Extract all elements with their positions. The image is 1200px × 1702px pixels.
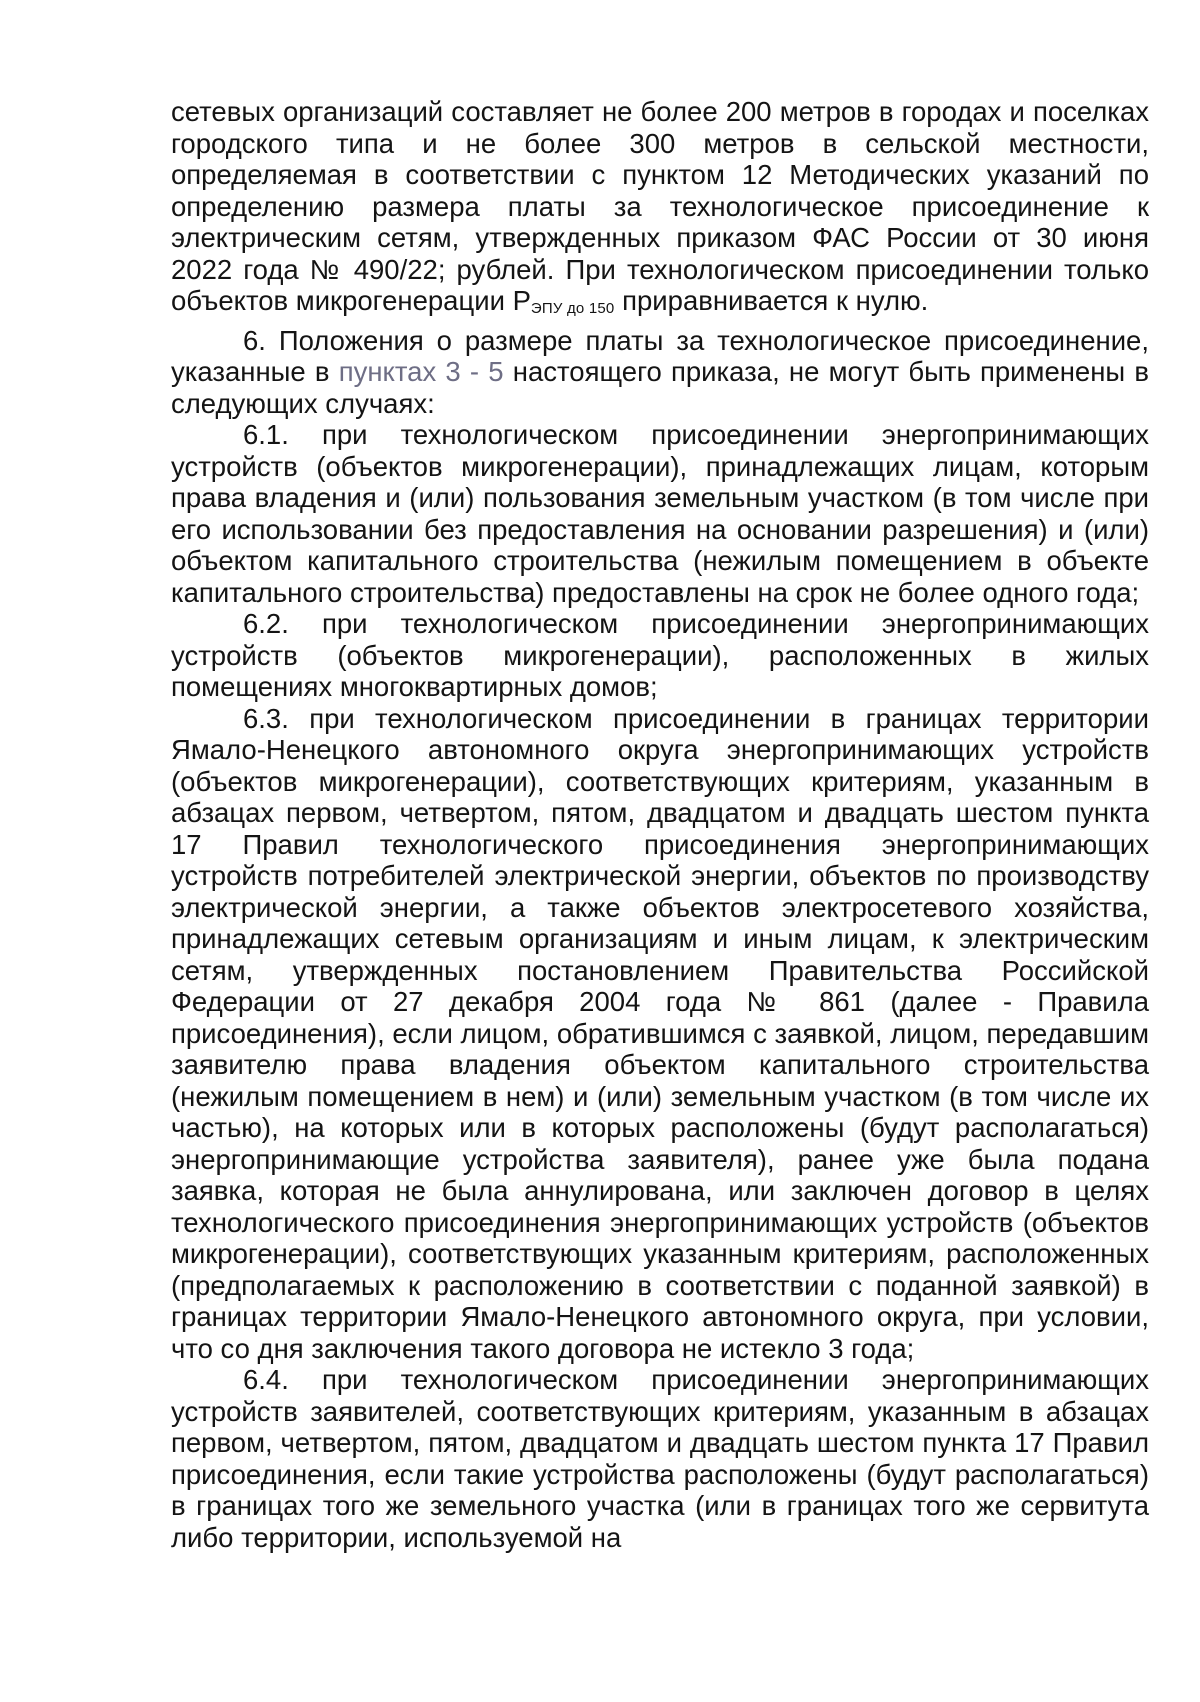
cross-reference-link[interactable]: пунктах 3 - 5 — [338, 356, 504, 387]
paragraph-text: 6. Положения о размере платы за технологическое присоединение, указанные в — [171, 324, 1149, 387]
formula-subscript: ЭПУ до 150 — [530, 300, 615, 317]
paragraph-text-end: настоящего приказа, не могут быть применены в следующих случаях: — [171, 356, 1149, 419]
paragraph-continuation — [171, 96, 1149, 325]
paragraph-6-2: 6.2. при технологическом присоединении энергопринимающих устройств (объектов микрогенерации), расположенных в жилых помещениях многоквартирных домов; — [171, 608, 1149, 702]
paragraph-6 — [171, 325, 1149, 420]
paragraph-text: сетевых организаций составляет не более 200 метров в городах и поселках городского типа и не более 300 метров в сельской местности, определяемая в соответствии с пунктом 12 Методических указаний по определению размера платы за технологическое присоединение к электрическим сетям, утвержденных приказом ФАС России от 30 июня 2022 года № 490/22; рублей. При технологическом присоединении только объектов микрогенерации P — [171, 96, 1149, 316]
paragraph-6-3: 6.3. при технологическом присоединении в границах территории Ямало-Ненецкого автономного округа энергопринимающих устройств (объектов микрогенерации), соответствующих критериям, указанным в абзацах первом, четвертом, пятом, двадцатом и двадцать шестом пункта 17 Правил технологического присоединения энергопринимающих устройств потребителей электрической энергии, объектов по производству электрической энергии, а также объектов электросетевого хозяйства, принадлежащих сетевым организациям и иным лицам, к электрическим сетям, утвержденных постановлением Правительства Российской Федерации от 27 декабря 2004 года № 861 (далее - Правила присоединения), если лицом, обратившимся с заявкой, лицом, передавшим заявителю права владения объектом капитального строительства (нежилым помещением в нем) и (или) земельным участком (в том числе их частью), на которых или в которых расположены (будут располагаться) энергопринимающие устройства заявителя), ранее уже была подана заявка, которая не была аннулирована, или заключен договор в целях технологического присоединения энергопринимающих устройств (объектов микрогенерации), соответствующих указанным критериям, расположенных (предполагаемых к расположению в соответствии с поданной заявкой) в границах территории Ямало-Ненецкого автономного округа, при условии, что со дня заключения такого договора не истекло 3 года; — [171, 702, 1149, 1364]
paragraph-6-1: 6.1. при технологическом присоединении энергопринимающих устройств (объектов микрогенерации), принадлежащих лицам, которым права владения и (или) пользования земельным участком (в том числе при его использовании без предоставления на основании разрешения) и (или) объектом капитального строительства (нежилым помещением в объекте капитального строительства) предоставлены на срок не более одного года; — [171, 419, 1149, 608]
paragraph-text-end: приравнивается к нулю. — [614, 285, 929, 316]
document-page — [171, 96, 1149, 1553]
paragraph-6-4: 6.4. при технологическом присоединении энергопринимающих устройств заявителей, соответствующих критериям, указанным в абзацах первом, четвертом, пятом, двадцатом и двадцать шестом пункта 17 Правил присоединения, если такие устройства расположены (будут располагаться) в границах того же земельного участка (или в границах того же сервитута либо территории, используемой на — [171, 1364, 1149, 1553]
